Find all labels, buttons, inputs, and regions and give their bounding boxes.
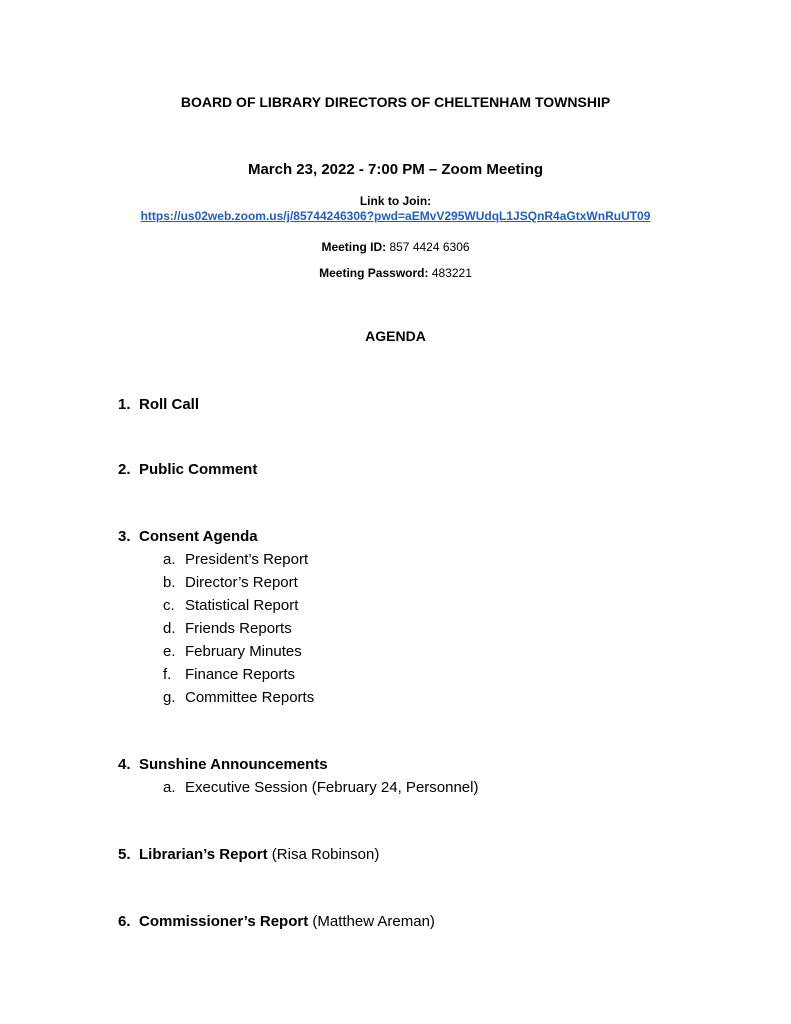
item-label: Commissioner’s Report (139, 913, 309, 930)
subitem-label: Committee Reports (185, 689, 315, 706)
agenda-item-commissioners-report (118, 913, 435, 930)
consent-subitem (163, 643, 302, 660)
subitem-letter: a. (163, 779, 176, 796)
consent-subitem (163, 666, 295, 683)
meeting-id-label: Meeting ID: (321, 240, 387, 254)
agenda-item-consent-agenda (118, 528, 258, 545)
agenda-heading: AGENDA (365, 328, 426, 344)
sunshine-subitem (163, 779, 478, 796)
zoom-join-link[interactable]: https://us02web.zoom.us/j/85744246306?pwd=aEMvV295WUdqL1JSQnR4aGtxWnRuUT09 (140, 209, 651, 223)
item-number: 6. (118, 913, 131, 930)
item-number: 3. (118, 528, 131, 545)
agenda-item-roll-call (118, 396, 199, 413)
meeting-password-label: Meeting Password: (319, 266, 429, 280)
subitem-label: Director’s Report (185, 574, 298, 591)
consent-subitem (163, 689, 314, 706)
subitem-label: Friends Reports (185, 620, 292, 637)
subitem-label: Finance Reports (185, 666, 296, 683)
item-label: Consent Agenda (139, 528, 258, 545)
subitem-letter: g. (163, 689, 176, 706)
item-label: Librarian’s Report (139, 846, 268, 863)
item-number: 2. (118, 461, 131, 478)
item-presenter: (Risa Robinson) (267, 846, 380, 863)
consent-subitem (163, 620, 292, 637)
meeting-password-line (0, 266, 791, 280)
meeting-id-value: 857 4424 6306 (386, 240, 470, 254)
link-to-join-label: Link to Join: (359, 194, 432, 208)
subitem-letter: b. (163, 574, 176, 591)
agenda-item-librarians-report (118, 846, 379, 863)
item-label: Public Comment (139, 461, 258, 478)
subitem-letter: e. (163, 643, 176, 660)
item-label: Sunshine Announcements (139, 756, 328, 773)
subitem-label: President’s Report (185, 551, 309, 568)
item-number: 1. (118, 396, 131, 413)
meeting-id-line (0, 240, 791, 254)
subitem-label: Executive Session (February 24, Personnel) (185, 779, 479, 796)
subitem-letter: a. (163, 551, 176, 568)
item-number: 4. (118, 756, 131, 773)
subitem-letter: c. (163, 597, 175, 614)
agenda-item-sunshine-announcements (118, 756, 328, 773)
consent-subitem (163, 551, 308, 568)
consent-subitem (163, 574, 298, 591)
meeting-password-value: 483221 (428, 266, 472, 280)
consent-subitem (163, 597, 298, 614)
subitem-letter: f. (163, 666, 172, 683)
subitem-letter: d. (163, 620, 176, 637)
item-presenter: (Matthew Areman) (308, 913, 435, 930)
item-label: Roll Call (139, 396, 200, 413)
meeting-date-line: March 23, 2022 - 7:00 PM – Zoom Meeting (247, 161, 544, 178)
subitem-label: Statistical Report (185, 597, 299, 614)
item-number: 5. (118, 846, 131, 863)
board-title: BOARD OF LIBRARY DIRECTORS OF CHELTENHAM TOWNSHIP (180, 94, 611, 110)
agenda-item-public-comment (118, 461, 257, 478)
subitem-label: February Minutes (185, 643, 302, 660)
